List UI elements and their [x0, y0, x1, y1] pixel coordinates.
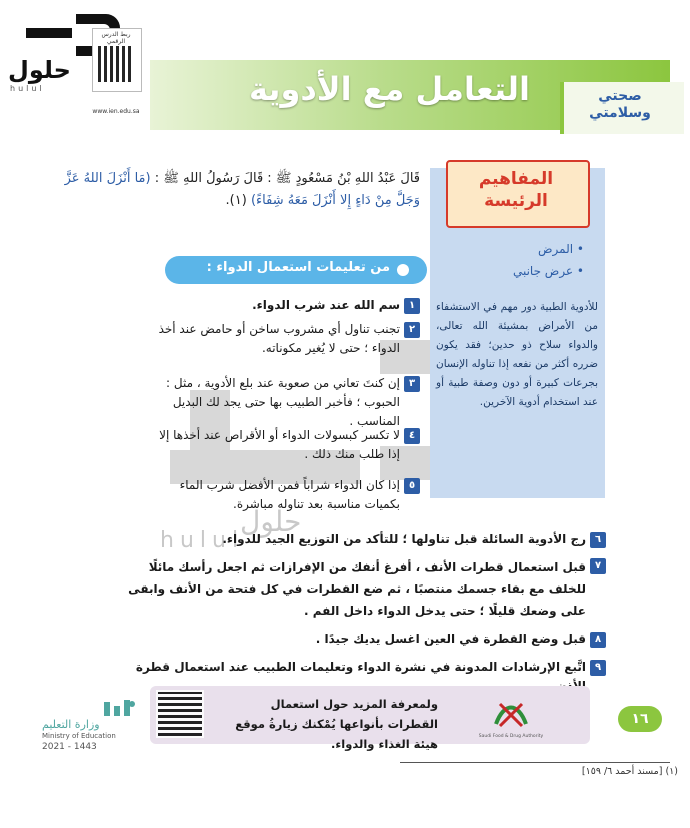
qr-url: www.ien.edu.sa	[92, 108, 140, 115]
item-number: ٧	[590, 558, 606, 574]
item-number: ١	[404, 298, 420, 314]
list-item: إذا كان الدواء شراباً فمن الأفضل شرب الماء بكميات مناسبة بعد تناوله مباشرة.	[179, 478, 400, 511]
hadith-narrator: قَالَ عَبْدُ اللهِ بْنُ مَسْعُودٍ ﷺ : قَالَ رَسُولُ اللهِ ﷺ :	[154, 171, 420, 186]
list-item: لا تكسر كبسولات الدواء أو الأقراص عند أخذها إلا إذا طلب منك ذلك .	[159, 428, 400, 461]
qr-caption: ربط الدرس الرقمي	[101, 31, 131, 45]
list-item: اتَّبع الإرشادات المدونة في نشرة الدواء وتعليمات الطبيب عند استعمال قطرة	[135, 660, 586, 674]
concepts-title	[446, 168, 586, 212]
list-item: قبل وضع القطرة في العين اغسل يديك جيدًا .	[315, 632, 586, 646]
list-item: إن كنتَ تعاني من صعوبة عند بلع الأدوية ، مثل : الحبوب ؛ فأخبر الطبيب بها حتى يجد لك البديل المناسب .	[166, 376, 400, 428]
item-number: ٢	[404, 322, 420, 338]
watermark-brand: حلول	[8, 56, 71, 84]
list-item: • المرض	[538, 242, 584, 256]
concepts-title-line2: الرئيسة	[484, 191, 548, 211]
list-item: • عرض جانبي	[512, 264, 584, 278]
item-number: ٤	[404, 428, 420, 444]
item-number: ٣	[404, 376, 420, 392]
ministry-logo-icon	[42, 700, 138, 720]
item-number: ٦	[590, 532, 606, 548]
bullet-dot-icon	[397, 264, 409, 276]
edition-year: 2021 - 1443	[42, 742, 97, 752]
ministry-name-latin: Ministry of Education	[42, 732, 116, 740]
ministry-name: وزارة التعليم	[42, 718, 100, 731]
sfda-logo-icon	[490, 694, 532, 734]
item-number: ٩	[590, 660, 606, 676]
list-item: سم الله عند شرب الدواء.	[252, 298, 400, 312]
list-item: رج الأدوية السائلة قبل تناولها ؛ للتأكد من التوزيع الجيد للدواء.	[222, 532, 586, 546]
page-title: التعامل مع الأدوية	[249, 70, 530, 108]
item-number: ٨	[590, 632, 606, 648]
concepts-title-line1: المفاهيم	[478, 169, 554, 189]
footnote-divider	[400, 762, 670, 763]
item-number: ٥	[404, 478, 420, 494]
section-title: من تعليمات استعمال الدواء :	[206, 260, 390, 275]
list-item: تجنب تناول أي مشروب ساخن أو حامض عند أخذ الدواء ؛ حتى لا يُغير مكوناته.	[158, 322, 400, 355]
hadith-ref: (١).	[225, 193, 247, 208]
watermark-large-latin: hulul	[160, 528, 245, 553]
page-number: ١٦	[618, 706, 662, 732]
concepts-paragraph: للأدوية الطبية دور مهم في الاستشفاء من الأمراض بمشيئة الله تعالى، والدواء سلاح ذو حدين؛ فقد يكون ضرره أكثر من نفعه إذا تناوله الإنسان بجرعات كبيرة أو دون وصفة طبية أو عند استخدام أدوية الآخرين.	[436, 301, 598, 408]
watermark-large-brand: حلول	[240, 505, 302, 538]
qr-code-icon[interactable]	[98, 46, 134, 82]
list-item: قبل استعمال قطرات الأنف ، أفرغ أنفك من الإفرازات ثم اجعل رأسك مائلًا للخلف مع بقاء جسمك منتصبًا ، ثم ضع القطرات في كل فتحة من الأنف وابقى على وضعك قليلًا ؛ حتى يدخل الدواء داخل الفم .	[128, 560, 586, 618]
unit-label: صحتي وسلامتي	[589, 88, 651, 121]
qr-code-icon[interactable]	[156, 690, 204, 738]
footnote: (١) [مسند أحمد ٦/ ١٥٩]	[581, 766, 678, 777]
hadith-text: (مَا أَنْزَلَ اللهُ عَزَّ وَجَلَّ مِنْ دَاءٍ إِلا أَنْزَلَ مَعَهُ شِفَاءً)	[64, 171, 420, 208]
hadith	[60, 168, 420, 212]
sfda-caption: Saudi Food & Drug Authority	[478, 734, 544, 739]
concepts-list	[452, 238, 584, 282]
watermark-brand-latin: hulul	[10, 84, 45, 93]
info-text: ولمعرفة المزيد حول استعمال القطرات بأنواعها يُمْكنك زيارةُ موقع هيئة الغذاء والدواء.	[235, 697, 438, 751]
